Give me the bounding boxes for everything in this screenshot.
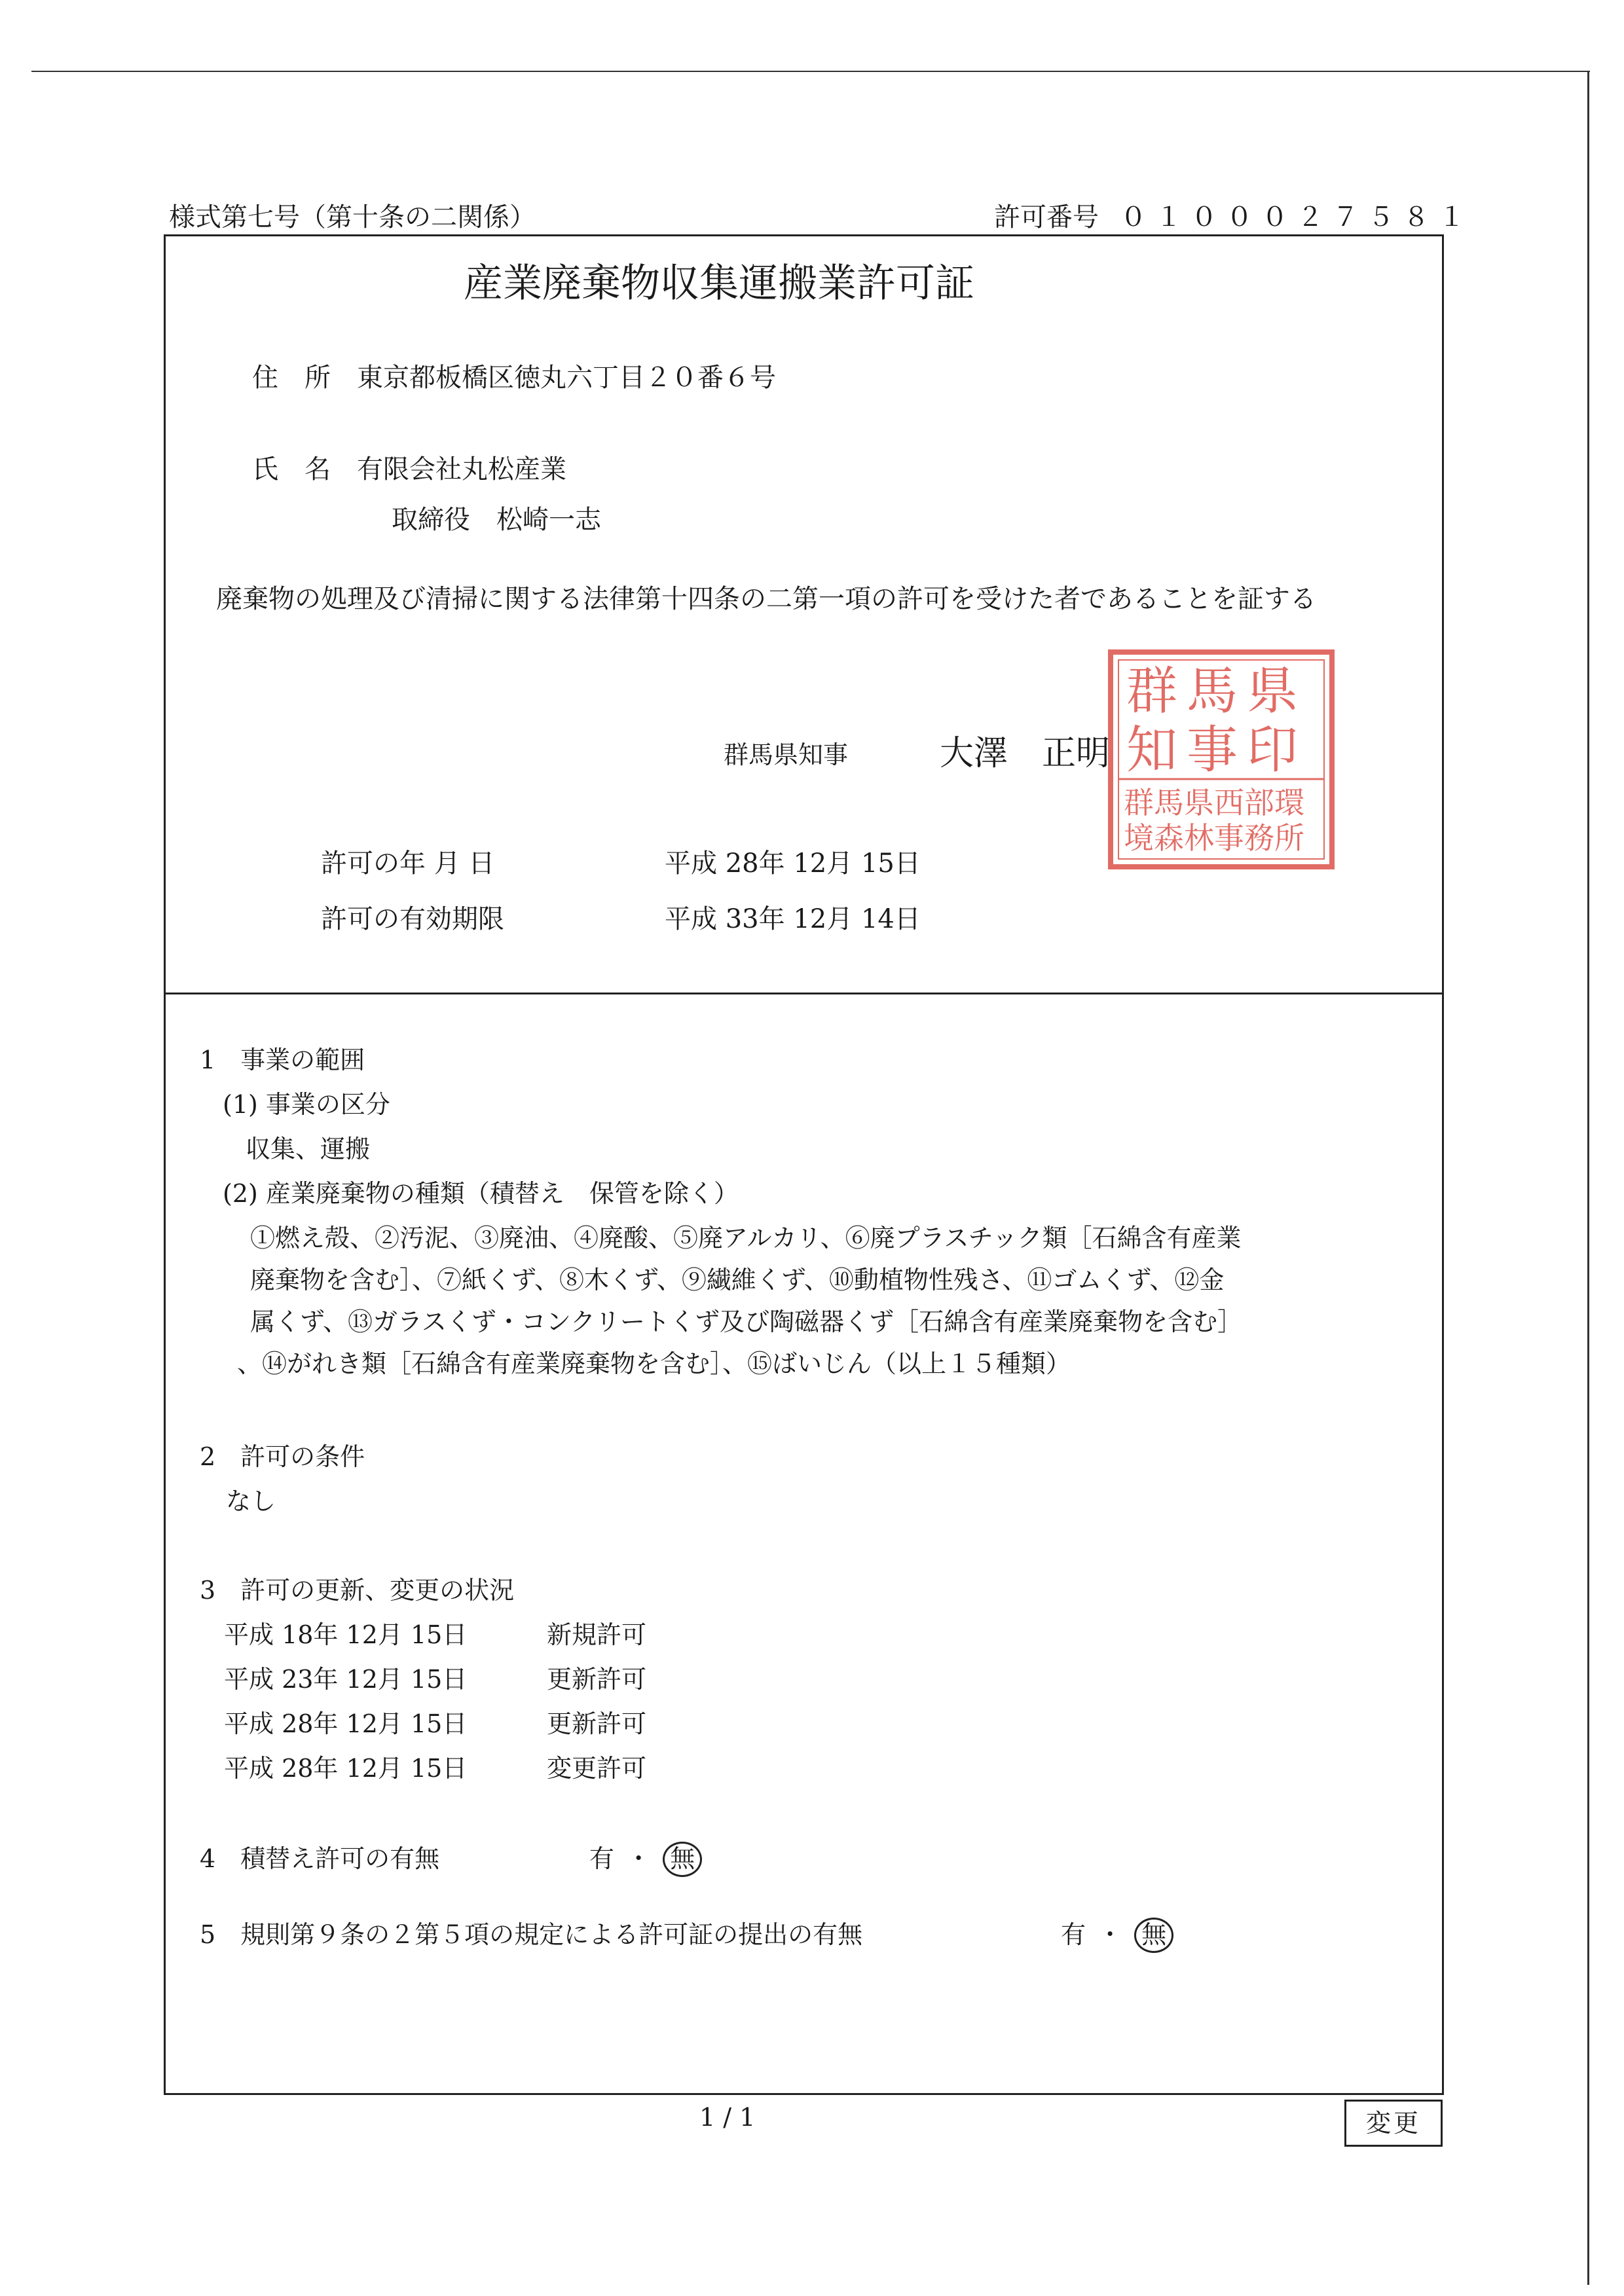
yes-option: 有 xyxy=(1061,1920,1086,1949)
history-type: 変更許可 xyxy=(547,1754,647,1783)
svg-text:群: 群 xyxy=(1126,662,1178,721)
section-1-heading: 1 事業の範囲 xyxy=(200,1046,365,1074)
separator-dot: ・ xyxy=(626,1844,652,1873)
waste-line: 属くず、⑬ガラスくず・コンクリートくず及び陶磁器くず［石綿含有産業廃棄物を含む］ xyxy=(250,1307,1243,1336)
history-type: 更新許可 xyxy=(547,1665,647,1694)
permit-date: 平成 28年 12月 15日 xyxy=(665,848,921,879)
svg-text:馬: 馬 xyxy=(1187,662,1238,721)
representative-name: 取締役 松崎一志 xyxy=(392,505,601,535)
svg-text:境森林事務所: 境森林事務所 xyxy=(1124,820,1304,856)
section-2-value: なし xyxy=(226,1487,276,1516)
no-option-circled: 無 xyxy=(663,1842,702,1877)
section-2-heading: 2 許可の条件 xyxy=(200,1442,365,1471)
history-date: 平成 28年 12月 15日 xyxy=(224,1754,468,1783)
name-label: 氏 名 xyxy=(252,454,331,484)
svg-text:知: 知 xyxy=(1126,721,1178,780)
svg-text:事: 事 xyxy=(1187,721,1238,780)
waste-line: 、⑭がれき類［石綿含有産業廃棄物を含む］、⑮ばいじん（以上１５種類） xyxy=(237,1349,1071,1378)
section-4-choice xyxy=(589,1838,702,1877)
scan-edge-top xyxy=(31,71,1590,72)
address-value: 東京都板橋区徳丸六丁目２０番６号 xyxy=(357,363,776,393)
svg-text:群馬県西部環: 群馬県西部環 xyxy=(1124,785,1304,820)
document-title: 産業廃棄物収集運搬業許可証 xyxy=(464,261,974,306)
history-date: 平成 18年 12月 15日 xyxy=(224,1620,468,1649)
yes-option: 有 xyxy=(589,1844,615,1873)
section-1-sub2: (2) 産業廃棄物の種類（積替え 保管を除く） xyxy=(223,1179,739,1208)
separator-dot: ・ xyxy=(1098,1920,1123,1949)
section-divider xyxy=(166,993,1442,994)
section-5-heading: 5 規則第９条の２第５項の規定による許可証の提出の有無 xyxy=(200,1920,863,1949)
no-option-circled: 無 xyxy=(1134,1918,1173,1953)
section-1-sub1-value: 収集、運搬 xyxy=(246,1135,371,1163)
permit-number-label: 許可番号 xyxy=(994,202,1099,232)
history-type: 更新許可 xyxy=(547,1709,647,1738)
svg-text:印: 印 xyxy=(1247,721,1299,780)
section-3-heading: 3 許可の更新、変更の状況 xyxy=(200,1576,515,1605)
scan-edge-right xyxy=(1587,72,1589,2285)
company-name: 有限会社丸松産業 xyxy=(357,454,566,484)
permit-date-label: 許可の年 月 日 xyxy=(321,848,495,879)
change-stamp: 変更 xyxy=(1344,2100,1443,2147)
issuer-title: 群馬県知事 xyxy=(724,740,849,769)
form-label: 様式第七号（第十条の二関係） xyxy=(169,202,536,232)
page-number: 1 / 1 xyxy=(699,2103,756,2132)
section-1-sub1: (1) 事業の区分 xyxy=(223,1090,390,1119)
history-type: 新規許可 xyxy=(547,1620,647,1649)
issuer-name: 大澤 正明 xyxy=(940,734,1111,773)
certification-statement: 廃棄物の処理及び清掃に関する法律第十四条の二第一項の許可を受けた者であることを証する xyxy=(216,584,1316,614)
history-date: 平成 23年 12月 15日 xyxy=(224,1665,468,1694)
section-5-choice xyxy=(1061,1914,1173,1953)
address-label: 住 所 xyxy=(252,363,331,393)
permit-number xyxy=(994,196,1474,234)
expiry-label: 許可の有効期限 xyxy=(321,904,504,934)
waste-line: 廃棄物を含む］、⑦紙くず、⑧木くず、⑨繊維くず、⑩動植物性残さ、⑪ゴムくず、⑫金 xyxy=(250,1266,1225,1294)
certificate-frame xyxy=(164,234,1444,2095)
history-date: 平成 28年 12月 15日 xyxy=(224,1709,468,1738)
svg-text:県: 県 xyxy=(1247,662,1299,721)
waste-line: ①燃え殻、②汚泥、③廃油、④廃酸、⑤廃アルカリ、⑥廃プラスチック類［石綿含有産業 xyxy=(250,1224,1242,1252)
permit-number-value: ０１０００２７５８１ xyxy=(1120,202,1474,232)
official-seal-icon xyxy=(1107,648,1336,871)
section-4-heading: 4 積替え許可の有無 xyxy=(200,1844,440,1873)
expiry-date: 平成 33年 12月 14日 xyxy=(665,904,921,934)
